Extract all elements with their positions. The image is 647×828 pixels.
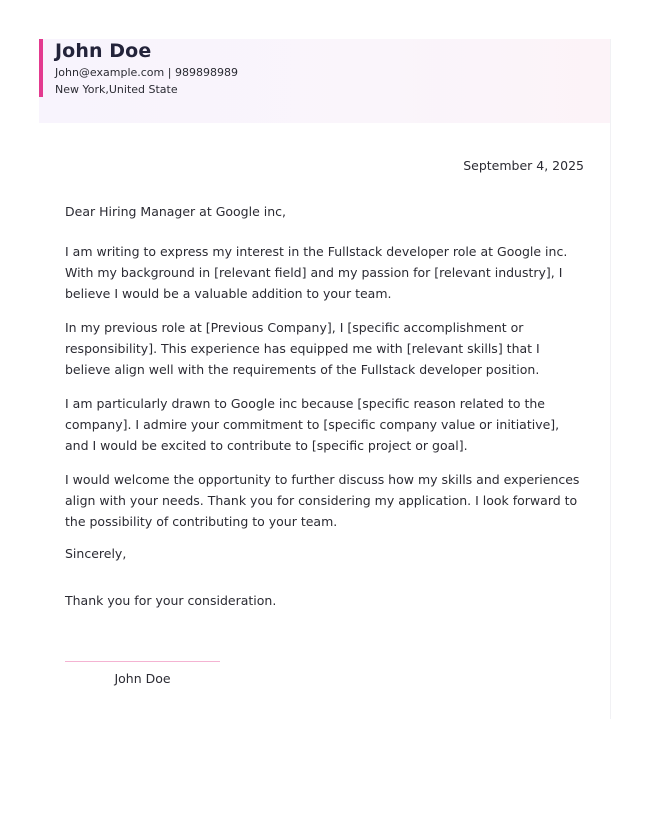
sender-contact: John@example.com | 989898989 [55, 66, 238, 79]
body-paragraph-4: I would welcome the opportunity to further discuss how my skills and experiences align with your needs. Thank you for considering my application. I look forward to the possibility of contributing to your team. [65, 472, 580, 529]
cover-letter-page [39, 39, 611, 719]
thanks-line: Thank you for your consideration. [65, 593, 277, 608]
body-paragraph-2: In my previous role at [Previous Company], I [specific accomplishment or responsibility]. This experience has equipped me with [relevant skills] that I believe align well with the requirements of the Fullstack developer position. [65, 320, 540, 377]
signature-line [65, 661, 220, 662]
body-paragraph-1: I am writing to express my interest in the Fullstack developer role at Google inc. With my background in [relevant field] and my passion for [relevant industry], I believe I would be a valuable addition to your team. [65, 244, 568, 301]
salutation: Dear Hiring Manager at Google inc, [65, 204, 286, 219]
sender-name: John Doe [55, 40, 152, 62]
letter-header [39, 39, 610, 123]
sender-location: New York,United State [55, 83, 178, 96]
signature-name: John Doe [114, 671, 171, 686]
letter-date: September 4, 2025 [463, 158, 584, 173]
body-paragraph-3: I am particularly drawn to Google inc because [specific reason related to the company]. I admire your commitment to [specific company value or initiative], and I would be excited to contribute to [specific project or goal]. [65, 396, 560, 453]
header-accent-bar [39, 39, 43, 97]
closing: Sincerely, [65, 546, 127, 561]
